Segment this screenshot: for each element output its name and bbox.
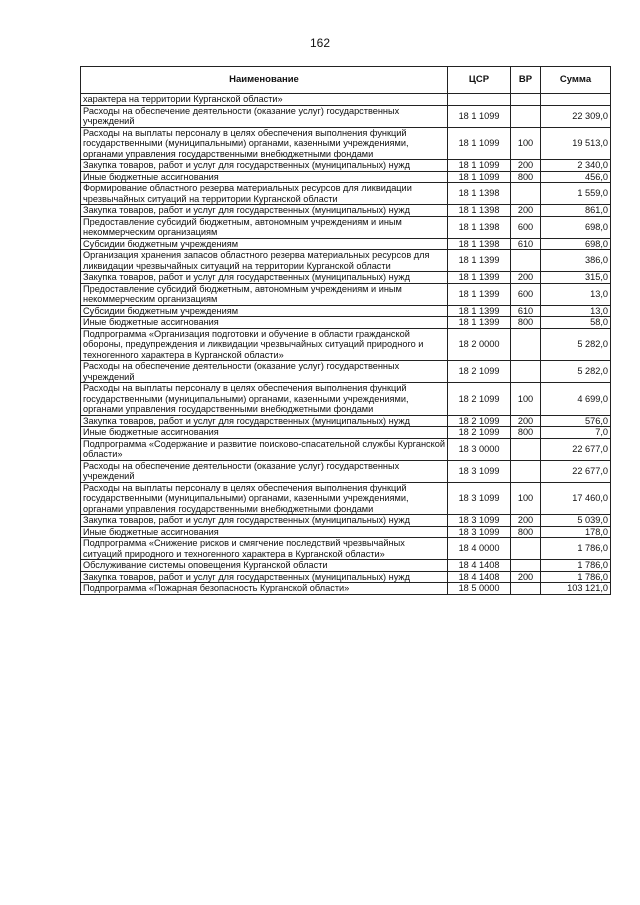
cell-csr: 18 1 1399 [448,305,511,317]
cell-vr: 200 [511,571,541,583]
header-vr: ВР [511,67,541,94]
cell-name: Иные бюджетные ассигнования [81,526,448,538]
cell-sum: 5 282,0 [541,328,611,361]
cell-csr: 18 1 1398 [448,205,511,217]
header-name: Наименование [81,67,448,94]
cell-vr [511,361,541,383]
cell-csr [448,94,511,106]
cell-csr: 18 4 1408 [448,571,511,583]
table-row [81,305,611,317]
cell-vr: 600 [511,216,541,238]
header-sum: Сумма [541,67,611,94]
cell-vr: 800 [511,317,541,329]
cell-csr: 18 1 1399 [448,283,511,305]
cell-vr [511,328,541,361]
cell-csr: 18 1 1399 [448,272,511,284]
cell-name: Формирование областного резерва материальных ресурсов для ликвидации чрезвычайных ситуаций на территории Курганской области [81,183,448,205]
cell-vr: 800 [511,526,541,538]
cell-sum: 861,0 [541,205,611,217]
table-row [81,328,611,361]
table-row [81,127,611,160]
cell-sum [541,94,611,106]
table-row [81,571,611,583]
table-row [81,460,611,482]
table-row [81,250,611,272]
cell-sum: 22 309,0 [541,105,611,127]
cell-csr: 18 3 1099 [448,482,511,515]
cell-csr: 18 1 1398 [448,216,511,238]
cell-csr: 18 1 1399 [448,317,511,329]
cell-vr [511,183,541,205]
cell-vr: 600 [511,283,541,305]
table-row [81,538,611,560]
cell-csr: 18 1 1099 [448,105,511,127]
table-row [81,283,611,305]
cell-sum: 698,0 [541,216,611,238]
cell-name: Иные бюджетные ассигнования [81,317,448,329]
cell-vr: 200 [511,160,541,172]
cell-csr: 18 3 1099 [448,460,511,482]
cell-vr: 610 [511,305,541,317]
cell-name: Закупка товаров, работ и услуг для государственных (муниципальных) нужд [81,571,448,583]
cell-vr [511,460,541,482]
cell-sum: 7,0 [541,427,611,439]
cell-sum: 22 677,0 [541,460,611,482]
cell-sum: 19 513,0 [541,127,611,160]
cell-vr: 100 [511,383,541,416]
cell-sum: 698,0 [541,238,611,250]
cell-csr: 18 2 0000 [448,328,511,361]
cell-sum: 178,0 [541,526,611,538]
cell-csr: 18 3 1099 [448,526,511,538]
cell-name: Предоставление субсидий бюджетным, автономным учреждениям и иным некоммерческим организациям [81,283,448,305]
cell-name: Субсидии бюджетным учреждениям [81,238,448,250]
cell-csr: 18 3 0000 [448,438,511,460]
table-row [81,415,611,427]
cell-name: Иные бюджетные ассигнования [81,171,448,183]
budget-table [80,66,611,595]
cell-sum: 1 786,0 [541,560,611,572]
cell-vr [511,105,541,127]
cell-csr: 18 4 0000 [448,538,511,560]
cell-name: Предоставление субсидий бюджетным, автономным учреждениям и иным некоммерческим организациям [81,216,448,238]
cell-name: Субсидии бюджетным учреждениям [81,305,448,317]
cell-csr: 18 1 1399 [448,250,511,272]
cell-name: Подпрограмма «Организация подготовки и обучение в области гражданской обороны, предупреждения и ликвидации чрезвычайных ситуаций природного и техногенного характера в Курганской области» [81,328,448,361]
cell-name: Закупка товаров, работ и услуг для государственных (муниципальных) нужд [81,205,448,217]
cell-name: Расходы на обеспечение деятельности (оказание услуг) государственных учреждений [81,105,448,127]
table-header-row [81,67,611,94]
cell-sum: 58,0 [541,317,611,329]
cell-sum: 103 121,0 [541,583,611,595]
cell-sum: 1 786,0 [541,571,611,583]
cell-sum: 13,0 [541,283,611,305]
cell-csr: 18 5 0000 [448,583,511,595]
table-row [81,238,611,250]
table-row [81,317,611,329]
cell-vr: 610 [511,238,541,250]
cell-vr: 100 [511,127,541,160]
table-row [81,383,611,416]
cell-sum: 5 039,0 [541,515,611,527]
table-row [81,216,611,238]
cell-name: Расходы на обеспечение деятельности (оказание услуг) государственных учреждений [81,460,448,482]
table-row [81,183,611,205]
cell-vr: 800 [511,427,541,439]
table-row [81,361,611,383]
table-row [81,160,611,172]
table-row [81,583,611,595]
cell-sum: 456,0 [541,171,611,183]
cell-sum: 17 460,0 [541,482,611,515]
cell-sum: 13,0 [541,305,611,317]
cell-sum: 22 677,0 [541,438,611,460]
cell-sum: 1 559,0 [541,183,611,205]
cell-csr: 18 2 1099 [448,415,511,427]
cell-vr [511,438,541,460]
cell-vr: 200 [511,272,541,284]
cell-csr: 18 1 1099 [448,127,511,160]
cell-vr: 200 [511,515,541,527]
cell-name: Закупка товаров, работ и услуг для государственных (муниципальных) нужд [81,272,448,284]
cell-vr [511,250,541,272]
page-number: 162 [309,36,331,50]
cell-vr [511,560,541,572]
cell-name: Закупка товаров, работ и услуг для государственных (муниципальных) нужд [81,415,448,427]
cell-name: Закупка товаров, работ и услуг для государственных (муниципальных) нужд [81,515,448,527]
table-row [81,515,611,527]
table-row [81,171,611,183]
cell-name: Закупка товаров, работ и услуг для государственных (муниципальных) нужд [81,160,448,172]
cell-csr: 18 2 1099 [448,361,511,383]
cell-sum: 386,0 [541,250,611,272]
cell-csr: 18 2 1099 [448,427,511,439]
table-row [81,205,611,217]
cell-name: Расходы на выплаты персоналу в целях обеспечения выполнения функций государственными (муниципальными) органами, казенными учреждениями, органами управления государственными внебюджетными фондами [81,127,448,160]
cell-sum: 5 282,0 [541,361,611,383]
cell-sum: 1 786,0 [541,538,611,560]
cell-csr: 18 1 1099 [448,160,511,172]
cell-vr: 800 [511,171,541,183]
table-row [81,94,611,106]
cell-name: характера на территории Курганской области» [81,94,448,106]
cell-name: Подпрограмма «Содержание и развитие поисково-спасательной службы Курганской области» [81,438,448,460]
table-row [81,438,611,460]
cell-sum: 4 699,0 [541,383,611,416]
cell-vr [511,538,541,560]
cell-vr: 200 [511,415,541,427]
cell-name: Подпрограмма «Снижение рисков и смягчение последствий чрезвычайных ситуаций природного и техногенного характера в Курганской области» [81,538,448,560]
cell-csr: 18 4 1408 [448,560,511,572]
cell-name: Иные бюджетные ассигнования [81,427,448,439]
cell-csr: 18 1 1099 [448,171,511,183]
cell-vr [511,583,541,595]
table-row [81,105,611,127]
table-row [81,272,611,284]
table-row [81,526,611,538]
table-row [81,482,611,515]
cell-name: Расходы на выплаты персоналу в целях обеспечения выполнения функций государственными (муниципальными) органами, казенными учреждениями, органами управления государственными внебюджетными фондами [81,383,448,416]
cell-csr: 18 1 1398 [448,183,511,205]
cell-csr: 18 2 1099 [448,383,511,416]
cell-sum: 576,0 [541,415,611,427]
table-row [81,560,611,572]
header-csr: ЦСР [448,67,511,94]
cell-name: Подпрограмма «Пожарная безопасность Курганской области» [81,583,448,595]
cell-vr [511,94,541,106]
cell-name: Расходы на выплаты персоналу в целях обеспечения выполнения функций государственными (муниципальными) органами, казенными учреждениями, органами управления государственными внебюджетными фондами [81,482,448,515]
cell-sum: 2 340,0 [541,160,611,172]
cell-name: Расходы на обеспечение деятельности (оказание услуг) государственных учреждений [81,361,448,383]
cell-sum: 315,0 [541,272,611,284]
cell-csr: 18 3 1099 [448,515,511,527]
cell-name: Обслуживание системы оповещения Курганской области [81,560,448,572]
cell-vr: 200 [511,205,541,217]
cell-name: Организация хранения запасов областного резерва материальных ресурсов для ликвидации чрезвычайных ситуаций на территории Курганской области [81,250,448,272]
cell-vr: 100 [511,482,541,515]
table-row [81,427,611,439]
cell-csr: 18 1 1398 [448,238,511,250]
